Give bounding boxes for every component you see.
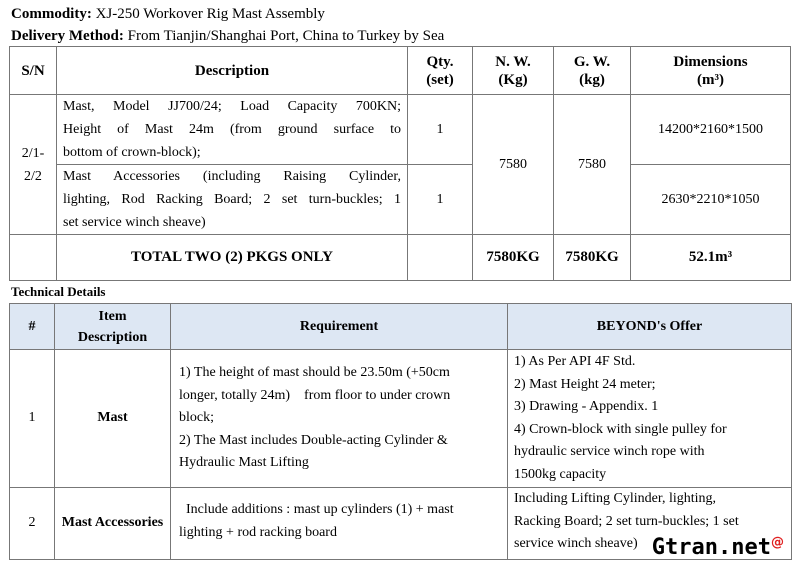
delivery-label: Delivery Method: <box>11 28 124 44</box>
requirement-cell: Include additions : mast up cylinders (1) + mast lighting + rod racking board <box>171 488 508 560</box>
watermark: Gtran.net@ <box>651 535 784 560</box>
offer-cell: Including Lifting Cylinder, lighting, Racking Board; 2 set turn-buckles; 1 set service winch sheave) <box>508 488 792 560</box>
table-row <box>10 350 792 488</box>
gross-weight-cell: 7580 <box>554 95 631 235</box>
total-volume: 52.1m³ <box>631 235 791 281</box>
qty-cell: 1 <box>408 95 473 165</box>
item-description: Mast Accessories <box>55 488 171 560</box>
commodity-line <box>11 5 325 23</box>
packing-table <box>9 46 791 281</box>
technical-header-row <box>10 304 792 350</box>
item-description: Mast <box>55 350 171 488</box>
table-row <box>10 165 791 235</box>
offer-cell: 1) As Per API 4F Std. 2) Mast Height 24 meter; 3) Drawing - Appendix. 1 4) Crown-block with single pulley for hydraulic service winch rope with 1500kg capacity <box>508 350 792 488</box>
qty-cell: 1 <box>408 165 473 235</box>
total-label: TOTAL TWO (2) PKGS ONLY <box>57 235 408 281</box>
row-number: 2 <box>10 488 55 560</box>
description-cell: Mast, Model JJ700/24; Load Capacity 700KN; Height of Mast 24m (from ground surface to bottom of crown-block); <box>57 95 408 165</box>
col-requirement: Requirement <box>171 304 508 350</box>
net-weight-cell: 7580 <box>473 95 554 235</box>
dimensions-cell: 2630*2210*1050 <box>631 165 791 235</box>
technical-details-title: Technical Details <box>11 284 106 299</box>
requirement-cell: 1) The height of mast should be 23.50m (+50cm longer, totally 24m) from floor to under crown block; 2) The Mast includes Double-acting Cylinder & Hydraulic Mast Lifting <box>171 350 508 488</box>
dimensions-cell: 14200*2160*1500 <box>631 95 791 165</box>
technical-table <box>9 303 792 560</box>
col-net-weight: N. W. (Kg) <box>473 47 554 95</box>
delivery-value: From Tianjin/Shanghai Port, China to Turkey by Sea <box>127 28 445 44</box>
col-item-description: Item Description <box>55 304 171 350</box>
commodity-value: XJ-250 Workover Rig Mast Assembly <box>95 6 325 22</box>
row-number: 1 <box>10 350 55 488</box>
col-description: Description <box>57 47 408 95</box>
total-net: 7580KG <box>473 235 554 281</box>
col-dimensions: Dimensions (m³) <box>631 47 791 95</box>
description-cell: Mast Accessories (including Raising Cylinder, lighting, Rod Racking Board; 2 set turn-buckles; 1 set service winch sheave) <box>57 165 408 235</box>
total-row <box>10 235 791 281</box>
delivery-line <box>11 27 444 45</box>
col-qty: Qty. (set) <box>408 47 473 95</box>
sn-cell: 2/1- 2/2 <box>10 95 57 235</box>
col-gross-weight: G. W. (kg) <box>554 47 631 95</box>
col-offer: BEYOND's Offer <box>508 304 792 350</box>
col-sn: S/N <box>10 47 57 95</box>
packing-header-row <box>10 47 791 95</box>
total-gross: 7580KG <box>554 235 631 281</box>
col-num: # <box>10 304 55 350</box>
table-row <box>10 95 791 165</box>
commodity-label: Commodity: <box>11 6 92 22</box>
